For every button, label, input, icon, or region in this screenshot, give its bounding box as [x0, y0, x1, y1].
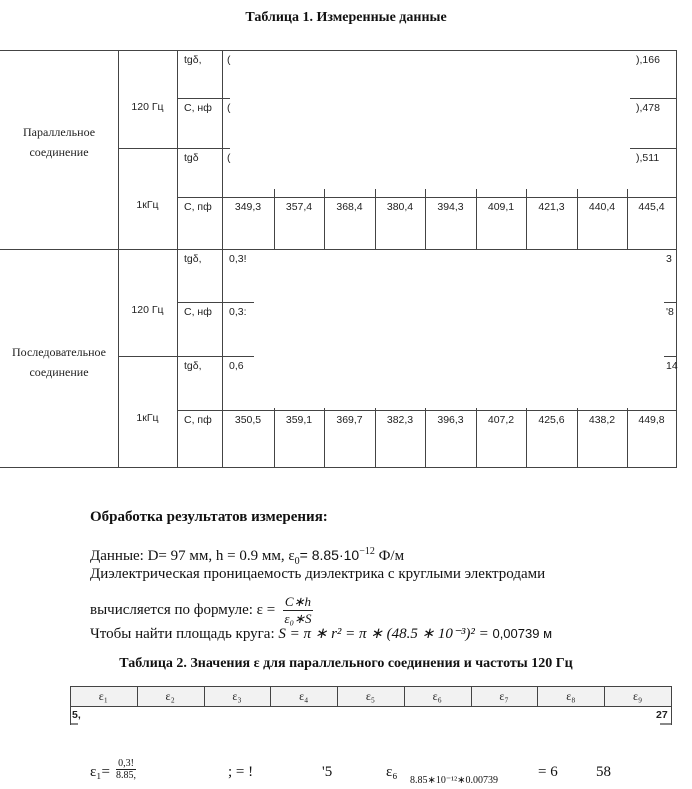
- cell-value: 5,: [72, 709, 81, 721]
- numerator: 0,3!: [116, 758, 136, 770]
- text: −12: [359, 546, 375, 557]
- formula-fragment: ; = !: [228, 764, 254, 780]
- cell-value: 369,7: [336, 414, 363, 426]
- cell-value: ),511: [636, 152, 660, 164]
- param-label: C, нф: [184, 102, 212, 114]
- text: вычисляется по формуле: ε =: [90, 601, 276, 618]
- given-data-line: [90, 546, 404, 567]
- param-label: tgδ,: [184, 253, 202, 265]
- description-line: Диэлектрическая проницаемость диэлектрика с круглыми электродами: [90, 566, 546, 582]
- cell-value: ),478: [636, 102, 660, 114]
- cell-value: 409,1: [487, 201, 515, 213]
- cell-value: (: [227, 102, 231, 114]
- column-header: ε₇: [499, 689, 509, 703]
- param-label: C, нф: [184, 306, 212, 318]
- redaction-box: [254, 250, 664, 408]
- param-label: C, пф: [184, 201, 212, 213]
- cell-value: 357,4: [285, 201, 313, 213]
- column-header: ε₆: [432, 689, 442, 703]
- cell-value: 425,6: [538, 414, 565, 426]
- column-header: ε₅: [365, 689, 376, 703]
- param-label: tgδ,: [184, 360, 202, 372]
- denominator: 8.85,: [116, 770, 136, 781]
- text: 0: [294, 556, 300, 567]
- text: Данные: D= 97 мм, h = 0.9 мм, ε: [90, 548, 295, 564]
- table-border: [70, 686, 671, 687]
- param-label: C, пф: [184, 414, 212, 426]
- cell-value: 382,3: [386, 414, 414, 426]
- freq-label: 120 Гц: [131, 101, 164, 113]
- text: = 8.85·10: [299, 547, 360, 563]
- group-label-line: Параллельное: [22, 125, 96, 139]
- column-header: ε₄: [299, 689, 309, 703]
- column-header: ε₉: [632, 689, 643, 703]
- group-label-line: соединение: [29, 365, 89, 379]
- table2-title: Таблица 2. Значения ε для параллельного соединения и частоты 120 Гц: [119, 656, 573, 671]
- text: Ф/м: [374, 548, 405, 564]
- row-divider: [177, 197, 676, 198]
- formula-fraction: [283, 594, 313, 627]
- cell-value: 440,4: [588, 201, 616, 213]
- redaction-box: [230, 51, 630, 189]
- param-label: tgδ: [184, 152, 199, 164]
- text: 0,00739 м: [492, 626, 553, 641]
- cell-value: 396,3: [437, 414, 464, 426]
- cell-value: (: [227, 54, 231, 66]
- cell-value: 349,3: [234, 201, 262, 213]
- denominator: ε₀∗S: [284, 611, 312, 626]
- column-header: ε₃: [232, 689, 242, 703]
- text: Чтобы найти площадь круга:: [90, 626, 279, 642]
- cell-value: 0,3!: [229, 253, 247, 265]
- cell-value: 0,6: [229, 360, 244, 372]
- cell-value: 449,8: [638, 414, 665, 426]
- column-header: ε₂: [165, 689, 175, 703]
- col-divider: [177, 50, 178, 468]
- cell-value: 0,3:: [229, 306, 247, 318]
- formula-fragment: 58: [596, 764, 611, 780]
- group-label-line: Последовательное: [11, 345, 106, 359]
- formula-fragment: = 6: [538, 764, 558, 780]
- column-header: ε₈: [566, 689, 576, 703]
- table1-title: Таблица 1. Измеренные данные: [245, 10, 447, 25]
- group-label-parallel: [0, 122, 118, 162]
- cell-value: (: [227, 152, 231, 164]
- cell-value: 14: [666, 360, 678, 372]
- text: S = π ∗ r² = π ∗ (48.5 ∗ 10⁻³)² =: [278, 626, 493, 642]
- cell-value: 350,5: [234, 414, 262, 426]
- cell-value: 421,3: [538, 201, 565, 213]
- redaction-box: [78, 710, 660, 727]
- cell-value: 380,4: [386, 201, 414, 213]
- col-divider: [222, 50, 223, 468]
- freq-label: 120 Гц: [131, 304, 164, 316]
- row-divider: [70, 706, 671, 707]
- numerator: C∗h: [284, 594, 311, 609]
- cell-value: 3: [666, 253, 672, 265]
- row-divider: [177, 410, 676, 411]
- eps6-label: ε₆: [386, 764, 398, 780]
- group-label-series: [0, 342, 118, 382]
- col-divider: [676, 50, 677, 468]
- eps6-denominator: 8.85∗10⁻¹²∗0.00739: [410, 775, 499, 786]
- cell-value: ),166: [636, 54, 660, 66]
- group-label-line: соединение: [29, 145, 89, 159]
- cell-value: '8: [666, 306, 674, 318]
- col-divider: [671, 686, 672, 725]
- cell-value: 27: [656, 709, 668, 721]
- area-line: [90, 624, 552, 643]
- cell-value: 445,4: [638, 201, 665, 213]
- freq-label: 1кГц: [136, 199, 159, 211]
- formula-line: [90, 594, 313, 627]
- table-border: [0, 467, 676, 468]
- eps1-label: ε₁=: [90, 764, 110, 780]
- eps1-fraction: [116, 758, 136, 781]
- cell-value: 368,4: [336, 201, 363, 213]
- column-header: ε₁: [98, 689, 108, 703]
- processing-heading: Обработка результатов измерения:: [90, 509, 328, 525]
- cell-value: 407,2: [487, 414, 515, 426]
- cell-value: 438,2: [588, 414, 616, 426]
- cell-value: 394,3: [437, 201, 464, 213]
- param-label: tgδ,: [184, 54, 202, 66]
- cell-value: 359,1: [285, 414, 313, 426]
- formula-fragment: '5: [322, 764, 333, 780]
- freq-label: 1кГц: [136, 412, 159, 424]
